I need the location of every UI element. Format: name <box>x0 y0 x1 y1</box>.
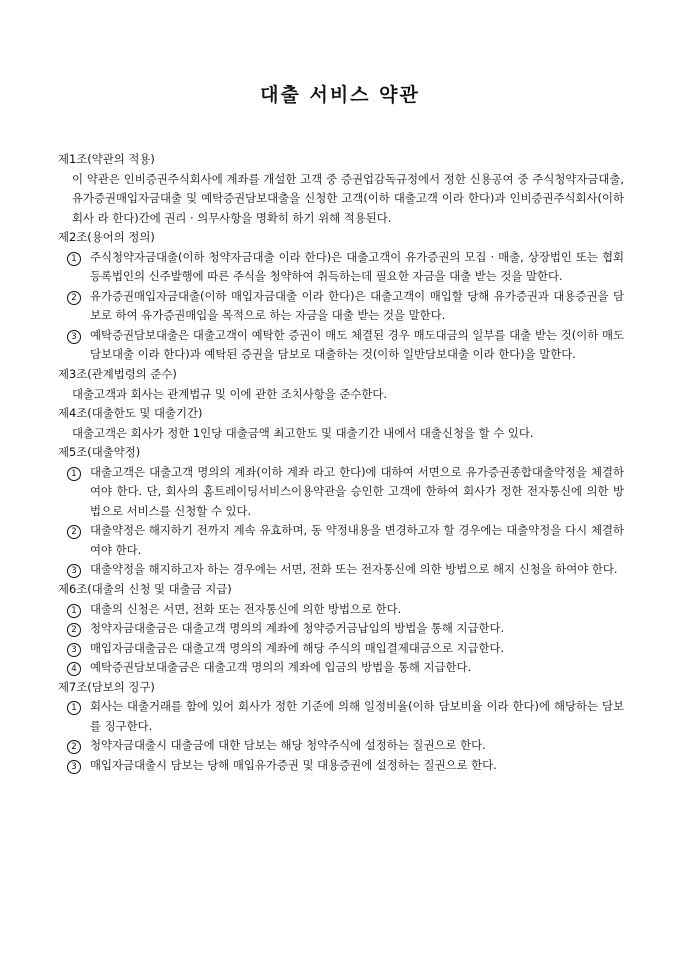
clause-text: 매입자금대출시 담보는 당해 매입유가증권 및 대용증권에 설정하는 질권으로 한다. <box>90 757 497 772</box>
clause-item <box>58 463 624 522</box>
article-heading: 제4조(대출한도 및 대출기간) <box>58 406 203 421</box>
article-heading: 제6조(대출의 신청 및 대출금 지급) <box>58 582 232 597</box>
article-6 <box>58 580 624 678</box>
article-4 <box>58 404 624 443</box>
clause-number: 1 <box>67 252 81 266</box>
clause-number: 4 <box>67 662 81 676</box>
circled-number <box>58 560 90 580</box>
article-1 <box>58 150 624 228</box>
clause-text: 대출약정은 해지하기 전까지 계속 유효하며, 동 약정내용을 변경하고자 할 경우에는 대출약정을 다시 체결하여야 한다. <box>90 523 624 557</box>
article-heading: 제5조(대출약정) <box>58 445 141 460</box>
clause-text: 예탁증권담보대출은 대출고객이 예탁한 증권이 매도 체결된 경우 매도대금의 일부를 대출 받는 것(이하 매도담보대출 이라 한다)과 예탁된 증권을 담보로 대출하는 것(이하 일반담보대출 이라 한다)을 말한다. <box>90 327 624 362</box>
clause-number: 1 <box>67 467 81 481</box>
clause-text: 대출의 신청은 서면, 전화 또는 전자통신에 의한 방법으로 한다. <box>90 601 402 616</box>
article-paragraph: 대출고객은 회사가 정한 1인당 대출금액 최고한도 및 대출기간 내에서 대출신청을 할 수 있다. <box>72 425 534 440</box>
clause-number: 2 <box>67 291 81 305</box>
clause-text: 예탁증권담보대출금은 대출고객 명의의 계좌에 입금의 방법을 통해 지급한다. <box>90 660 472 675</box>
clause-number: 2 <box>67 740 81 754</box>
article-5 <box>58 443 624 580</box>
article-heading: 제1조(약관의 적용) <box>58 152 155 166</box>
clause-number: 2 <box>67 525 81 539</box>
article-heading: 제7조(담보의 징구) <box>58 679 155 694</box>
document-body <box>58 150 624 776</box>
clause-text: 매입자금대출금은 대출고객 명의의 계좌에 해당 주식의 매입결제대금으로 지급한다. <box>90 640 505 655</box>
article-paragraph: 이 약관은 인비증권주식회사에 계좌를 개설한 고객 중 증권업감독규정에서 정한 신용공여 중 주식청약자금대출, 유가증권매입자금대출 및 예탁증권담보대출을 신청한 고객(이하 대출고객 이라 한다)과 인비증권주식회사(이하 회사 라 한다)간에 권리 · 의무사항을 명확히 하기 위해 적용된다. <box>72 171 624 225</box>
circled-number <box>58 248 90 287</box>
clause-item <box>58 697 624 736</box>
circled-number <box>58 326 90 365</box>
circled-number <box>58 619 90 639</box>
clause-item <box>58 756 624 776</box>
clause-item <box>58 600 624 620</box>
clause-text: 청약자금대출시 대출금에 대한 담보는 해당 청약주식에 설정하는 질권으로 한다. <box>90 738 486 753</box>
clause-number: 1 <box>67 604 81 618</box>
article-3 <box>58 365 624 404</box>
clause-item <box>58 326 624 365</box>
circled-number <box>58 600 90 620</box>
clause-item <box>58 248 624 287</box>
circled-number <box>58 521 90 560</box>
clause-item <box>58 639 624 659</box>
circled-number <box>58 658 90 678</box>
circled-number <box>58 736 90 756</box>
article-7 <box>58 678 624 776</box>
clause-item <box>58 287 624 326</box>
circled-number <box>58 756 90 776</box>
circled-number <box>58 287 90 326</box>
article-heading: 제2조(용어의 정의) <box>58 230 155 245</box>
article-paragraph: 대출고객과 회사는 관계법규 및 이에 관한 조치사항을 준수한다. <box>72 386 388 401</box>
clause-item <box>58 658 624 678</box>
clause-number: 3 <box>67 330 81 344</box>
article-heading: 제3조(관계법령의 준수) <box>58 367 177 382</box>
article-2 <box>58 228 624 365</box>
clause-number: 3 <box>67 643 81 657</box>
clause-text: 회사는 대출거래를 함에 있어 회사가 정한 기준에 의해 일정비율(이하 담보비율 이라 한다)에 해당하는 담보를 징구한다. <box>90 699 624 733</box>
clause-number: 3 <box>67 760 81 774</box>
document-title: 대출 서비스 약관 <box>260 84 420 106</box>
clause-item <box>58 521 624 560</box>
clause-number: 1 <box>67 701 81 715</box>
circled-number <box>58 697 90 736</box>
clause-text: 주식청약자금대출(이하 청약자금대출 이라 한다)은 대출고객이 유가증권의 모집 · 매출, 상장법인 또는 협회등록법인의 신주발행에 따른 주식을 청약하여 취득하는데 필요한 자금을 대출 받는 것을 말한다. <box>90 249 624 284</box>
clause-item <box>58 560 624 580</box>
clause-text: 대출약정을 해지하고자 하는 경우에는 서면, 전화 또는 전자통신에 의한 방법으로 해지 신청을 하여야 한다. <box>90 562 618 577</box>
clause-item <box>58 736 624 756</box>
clause-item <box>58 619 624 639</box>
clause-number: 3 <box>67 564 81 578</box>
circled-number <box>58 463 90 522</box>
clause-text: 청약자금대출금은 대출고객 명의의 계좌에 청약증거금납입의 방법을 통해 지급한다. <box>90 621 505 636</box>
clause-text: 대출고객은 대출고객 명의의 계좌(이하 계좌 라고 한다)에 대하여 서면으로 유가증권종합대출약정을 체결하여야 한다. 단, 회사의 홈트레이딩서비스이용약관을 승인한 고객에 한하여 회사가 정한 전자통신에 의한 방법으로 서비스를 신청할 수 있다. <box>90 464 624 518</box>
clause-number: 2 <box>67 623 81 637</box>
circled-number <box>58 639 90 659</box>
clause-text: 유가증권매입자금대출(이하 매입자금대출 이라 한다)은 대출고객이 매입할 당해 유가증권과 대용증권을 담보로 하여 유가증권매입을 목적으로 하는 자금을 대출 받는 것을 말한다. <box>90 288 624 323</box>
